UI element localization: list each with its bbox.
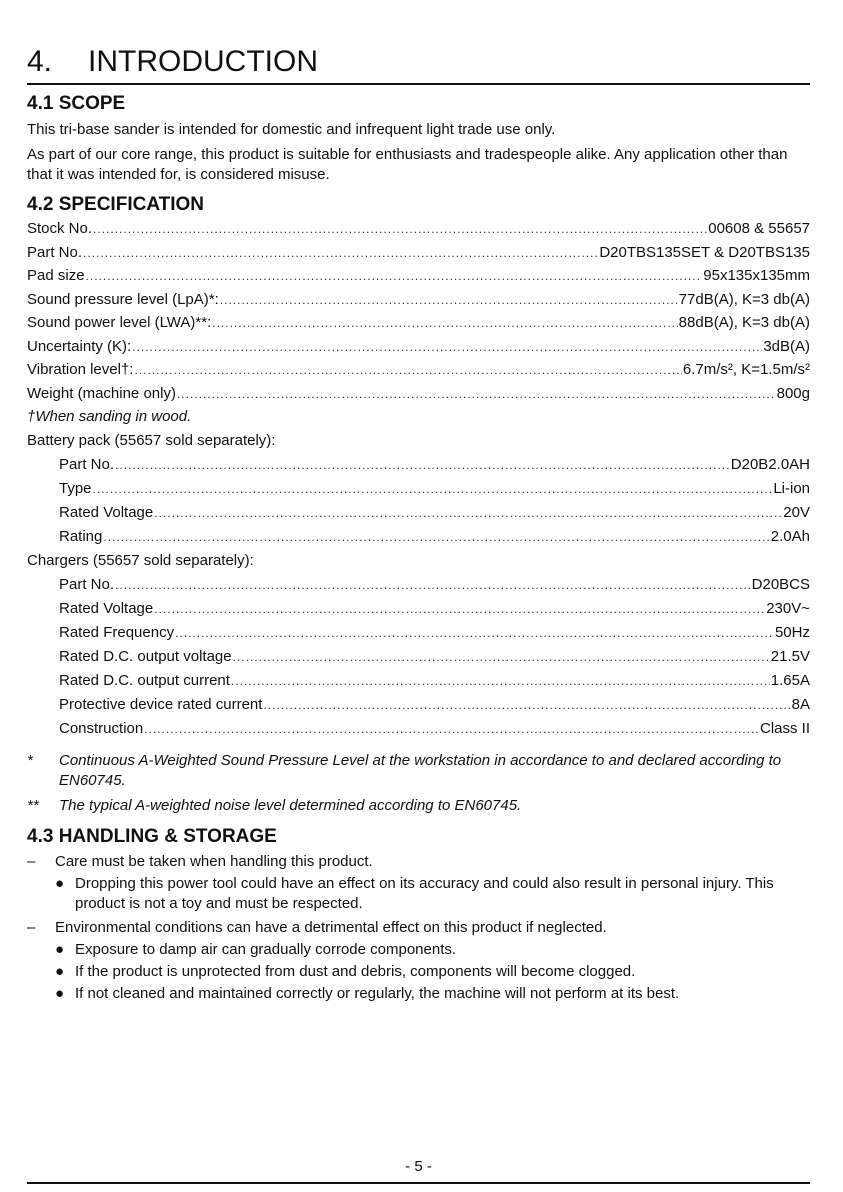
spec-value: 77dB(A), K=3 db(A) xyxy=(678,291,810,308)
scope-heading: 4.1 SCOPE xyxy=(27,93,126,114)
spec-label: Pad size xyxy=(27,267,85,284)
bullet-text: If the product is unprotected from dust and debris, components will become clogged. xyxy=(75,963,636,980)
leader-dots xyxy=(154,503,782,523)
leader-dots xyxy=(86,266,703,286)
spec-row xyxy=(27,360,810,380)
footnote-mark: ** xyxy=(27,797,39,814)
leader-dots xyxy=(212,313,677,333)
bullet-icon: ● xyxy=(55,941,65,958)
spec-value: Li-ion xyxy=(773,480,810,497)
spec-label: Type xyxy=(59,480,92,497)
charger-row xyxy=(59,599,810,619)
spec-value: 20V xyxy=(783,504,810,521)
bullet-icon: ● xyxy=(55,963,65,980)
leader-dots xyxy=(134,360,681,380)
spec-value: D20BCS xyxy=(751,576,810,593)
spec-row xyxy=(27,384,810,404)
leader-dots xyxy=(103,527,769,547)
spec-row xyxy=(27,266,810,286)
section-number: 4. xyxy=(27,45,53,78)
spec-label: Part No. xyxy=(59,456,115,473)
specification-heading: 4.2 SPECIFICATION xyxy=(27,194,205,215)
battery-row xyxy=(59,455,810,475)
spec-value: 1.65A xyxy=(770,672,810,689)
spec-label: Part No. xyxy=(27,244,83,261)
leader-dots xyxy=(231,671,770,691)
battery-row xyxy=(59,527,810,547)
spec-value: 95x135x135mm xyxy=(703,267,810,284)
leader-dots xyxy=(177,384,776,404)
bottom-rule xyxy=(27,1182,810,1184)
charger-row xyxy=(59,575,810,595)
leader-dots xyxy=(115,575,751,595)
leader-dots xyxy=(144,719,759,739)
handling-heading: 4.3 HANDLING & STORAGE xyxy=(27,826,277,847)
leader-dots xyxy=(83,243,598,263)
leader-dots xyxy=(115,455,730,475)
spec-label: Rated D.C. output voltage xyxy=(59,648,232,665)
footnote-noise-level xyxy=(27,796,810,816)
battery-heading: Battery pack (55657 sold separately): xyxy=(27,432,276,449)
spec-value: 230V~ xyxy=(766,600,810,617)
spec-label: Sound power level (LWA)**: xyxy=(27,314,212,331)
leader-dots xyxy=(233,647,770,667)
section-heading xyxy=(27,44,318,80)
footnote-mark: * xyxy=(27,752,33,769)
spec-value: 3dB(A) xyxy=(763,338,810,355)
spec-label: Rated D.C. output current xyxy=(59,672,230,689)
spec-value: 800g xyxy=(776,385,810,402)
spec-label: Rating xyxy=(59,528,103,545)
spec-value: Class II xyxy=(759,720,810,737)
footnote-sound-pressure xyxy=(27,751,810,791)
spec-label: Rated Frequency xyxy=(59,624,175,641)
charger-row xyxy=(59,623,810,643)
bullet-text: Dropping this power tool could have an effect on its accuracy and could also result in personal injury. This product is not a toy and must be respected. xyxy=(75,875,774,912)
scope-paragraph-2: As part of our core range, this product is suitable for enthusiasts and tradespeople alike. Any application other than that it was intended for, is considered misuse. xyxy=(27,146,788,183)
spec-row xyxy=(27,290,810,310)
spec-value: 6.7m/s², K=1.5m/s² xyxy=(682,361,810,378)
leader-dots xyxy=(220,290,678,310)
spec-value: D20B2.0AH xyxy=(730,456,810,473)
spec-label: Vibration level†: xyxy=(27,361,134,378)
spec-label: Uncertainty (K): xyxy=(27,338,132,355)
top-rule xyxy=(27,83,810,85)
spec-row xyxy=(27,313,810,333)
wood-footnote: †When sanding in wood. xyxy=(27,408,192,425)
footnote-text: The typical A-weighted noise level determined according to EN60745. xyxy=(59,797,522,814)
spec-label: Part No. xyxy=(59,576,115,593)
leader-dots xyxy=(263,695,790,715)
charger-row xyxy=(59,647,810,667)
handling-bullet xyxy=(55,940,810,960)
leader-dots xyxy=(93,479,773,499)
section-title: INTRODUCTION xyxy=(88,45,318,78)
spec-label: Construction xyxy=(59,720,144,737)
spec-value: 8A xyxy=(791,696,810,713)
leader-dots xyxy=(154,599,765,619)
dash-mark: – xyxy=(27,853,36,870)
spec-value: 88dB(A), K=3 db(A) xyxy=(678,314,810,331)
page-number: - 5 - xyxy=(405,1158,432,1175)
handling-dash-item xyxy=(27,918,810,938)
dash-text: Care must be taken when handling this product. xyxy=(55,853,373,870)
spec-label: Sound pressure level (LpA)*: xyxy=(27,291,219,308)
charger-row xyxy=(59,719,810,739)
handling-bullet xyxy=(55,874,810,914)
spec-row xyxy=(27,219,810,239)
charger-row xyxy=(59,695,810,715)
battery-row xyxy=(59,503,810,523)
dash-mark: – xyxy=(27,919,36,936)
leader-dots xyxy=(132,337,762,357)
charger-heading: Chargers (55657 sold separately): xyxy=(27,552,254,569)
spec-value: D20TBS135SET & D20TBS135 xyxy=(599,244,810,261)
charger-row xyxy=(59,671,810,691)
spec-row xyxy=(27,243,810,263)
spec-value: 21.5V xyxy=(770,648,810,665)
spec-label: Rated Voltage xyxy=(59,600,154,617)
spec-label: Protective device rated current xyxy=(59,696,263,713)
bullet-icon: ● xyxy=(55,875,65,892)
spec-label: Weight (machine only) xyxy=(27,385,176,402)
leader-dots xyxy=(93,219,707,239)
dash-text: Environmental conditions can have a detrimental effect on this product if neglected. xyxy=(55,919,607,936)
spec-value: 2.0Ah xyxy=(770,528,810,545)
scope-paragraph-1: This tri-base sander is intended for domestic and infrequent light trade use only. xyxy=(27,121,556,138)
leader-dots xyxy=(175,623,774,643)
footnote-text: Continuous A-Weighted Sound Pressure Level at the workstation in accordance to and declared according to EN60745. xyxy=(59,752,782,789)
spec-label: Rated Voltage xyxy=(59,504,154,521)
bullet-icon: ● xyxy=(55,985,65,1002)
handling-dash-item xyxy=(27,852,810,872)
spec-label: Stock No. xyxy=(27,220,93,237)
spec-value: 00608 & 55657 xyxy=(708,220,810,237)
handling-bullet xyxy=(55,984,810,1004)
handling-bullet xyxy=(55,962,810,982)
spec-value: 50Hz xyxy=(774,624,810,641)
bullet-text: Exposure to damp air can gradually corrode components. xyxy=(75,941,457,958)
spec-row xyxy=(27,337,810,357)
battery-row xyxy=(59,479,810,499)
bullet-text: If not cleaned and maintained correctly or regularly, the machine will not perform at its best. xyxy=(75,985,680,1002)
